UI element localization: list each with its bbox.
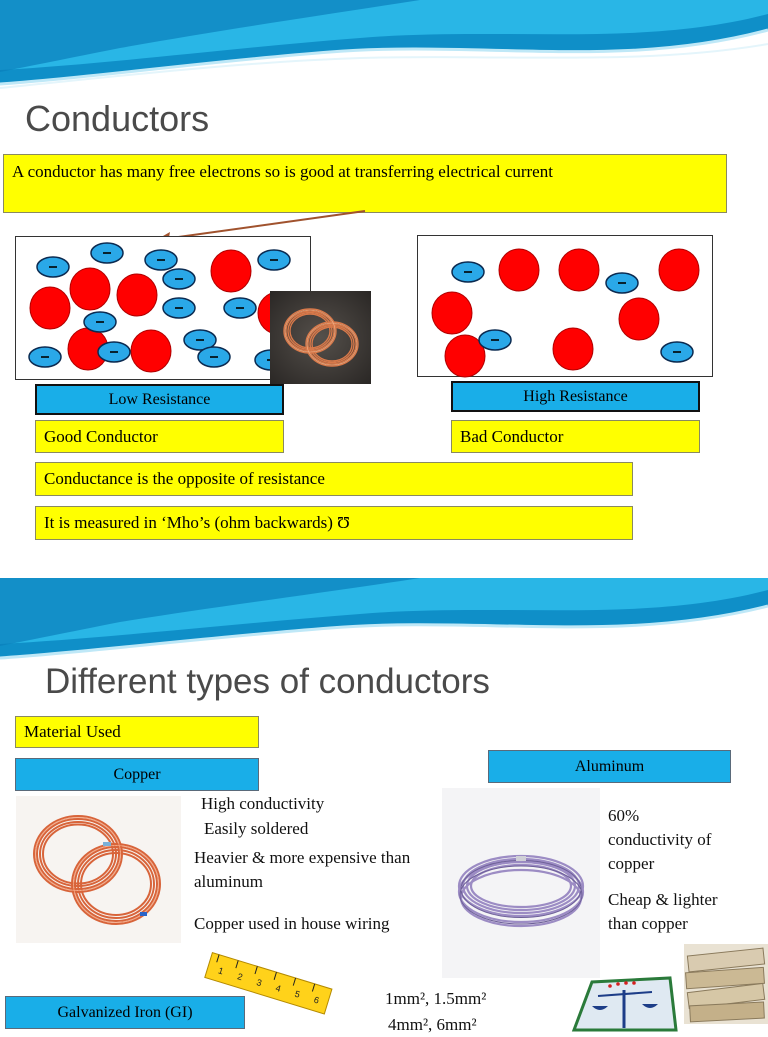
page-title: Different types of conductors xyxy=(45,662,490,701)
aluminum-point-percent: 60% xyxy=(608,806,640,825)
slide-separator xyxy=(0,560,768,578)
copper-label: Copper xyxy=(15,758,259,791)
low-resistance-label: Low Resistance xyxy=(35,384,284,415)
page-title: Conductors xyxy=(25,98,210,139)
ruler-mark-3: 3 xyxy=(255,977,264,989)
copper-wire-photo xyxy=(270,291,371,384)
copper-point-heavier: Heavier & more expensive than xyxy=(194,848,411,867)
copper-point-soldered: Easily soldered xyxy=(204,819,309,838)
ruler-mark-2: 2 xyxy=(236,971,244,983)
copper-coil-photo xyxy=(16,796,181,943)
ruler-mark-1: 1 xyxy=(217,965,225,977)
high-resistance-atom-diagram xyxy=(417,235,713,377)
material-used-label: Material Used xyxy=(15,716,259,748)
aluminum-label: Aluminum xyxy=(488,750,731,783)
balance-scale-icon xyxy=(562,970,680,1030)
header-wave-decoration xyxy=(0,0,768,90)
aluminum-point-copper: copper xyxy=(608,854,655,873)
ruler-mark-6: 6 xyxy=(312,994,321,1006)
atoms-left xyxy=(16,237,312,381)
ruler-mark-5: 5 xyxy=(293,988,302,1000)
copper-point-aluminum: aluminum xyxy=(194,872,263,891)
copper-point-house-wiring: Copper used in house wiring xyxy=(194,914,390,933)
good-conductor-label: Good Conductor xyxy=(35,420,284,453)
low-resistance-atom-diagram xyxy=(15,236,311,380)
wire-sizes-line1: 1mm², 1.5mm² xyxy=(385,989,487,1008)
aluminum-point-lighter: than copper xyxy=(608,914,688,933)
slide-conductor-types xyxy=(0,578,768,1034)
ruler-mark-4: 4 xyxy=(274,982,283,994)
wire-sizes-line2: 4mm², 6mm² xyxy=(388,1015,477,1034)
banknotes-image xyxy=(684,944,768,1024)
high-resistance-label: High Resistance xyxy=(451,381,700,412)
galvanized-iron-label: Galvanized Iron (GI) xyxy=(5,996,245,1029)
aluminum-point-conductivity: conductivity of xyxy=(608,830,712,849)
atoms-right xyxy=(418,236,714,378)
header-wave-decoration xyxy=(0,578,768,662)
conductance-note: Conductance is the opposite of resistance xyxy=(35,462,633,496)
aluminum-point-cheap: Cheap & lighter xyxy=(608,890,718,909)
mho-unit-note: It is measured in ‘Mho’s (ohm backwards) Ʊ xyxy=(35,506,633,540)
conductor-definition: A conductor has many free electrons so is good at transferring electrical current xyxy=(3,154,727,213)
bad-conductor-label: Bad Conductor xyxy=(451,420,700,453)
aluminum-coil-photo xyxy=(442,788,600,978)
copper-point-high-conductivity: High conductivity xyxy=(201,794,325,813)
